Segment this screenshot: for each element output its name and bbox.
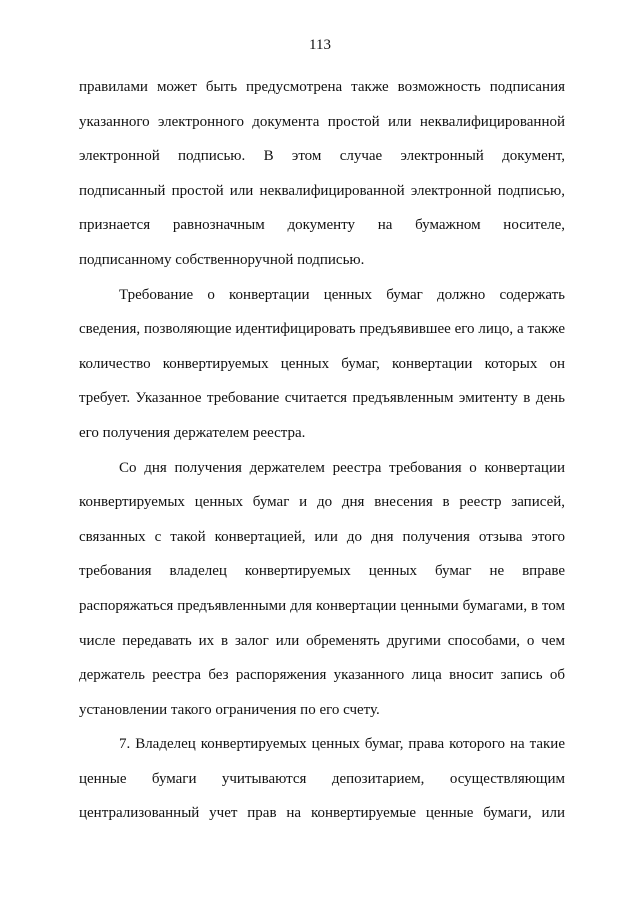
document-body — [79, 70, 565, 831]
paragraph-item-7: 7. Владелец конвертируемых ценных бумаг, права которого на такие ценные бумаги учитываются депозитарием, осуществляющим централизованный учет прав на конвертируемые ценные бумаги, или — [79, 736, 565, 822]
paragraph-continuation: правилами может быть предусмотрена также возможность подписания указанного электронного документа простой или неквалифицированной электронной подписью. В этом случае электронный документ, подписанный простой или неквалифицированной электронной подписью, признается равнозначным документу на бумажном носителе, подписанному собственноручной подписью. — [79, 79, 565, 268]
paragraph-disposal-restriction: Со дня получения держателем реестра требования о конвертации конвертируемых ценных бумаг и до дня внесения в реестр записей, связанных с такой конвертацией, или до дня получения отзыва этого требования владелец конвертируемых ценных бумаг не вправе распоряжаться предъявленными для конвертации ценными бумагами, в том числе передавать их в залог или обременять другими способами, о чем держатель реестра без распоряжения указанного лица вносит запись об установлении такого ограничения по его счету. — [79, 459, 565, 718]
page-number: 113 — [309, 37, 331, 53]
paragraph-conversion-request: Требование о конвертации ценных бумаг должно содержать сведения, позволяющие идентифицировать предъявившее его лицо, а также количество конвертируемых ценных бумаг, конвертации которых он требует. Указанное требование считается предъявленным эмитенту в день его получения держателем реестра. — [79, 286, 565, 441]
